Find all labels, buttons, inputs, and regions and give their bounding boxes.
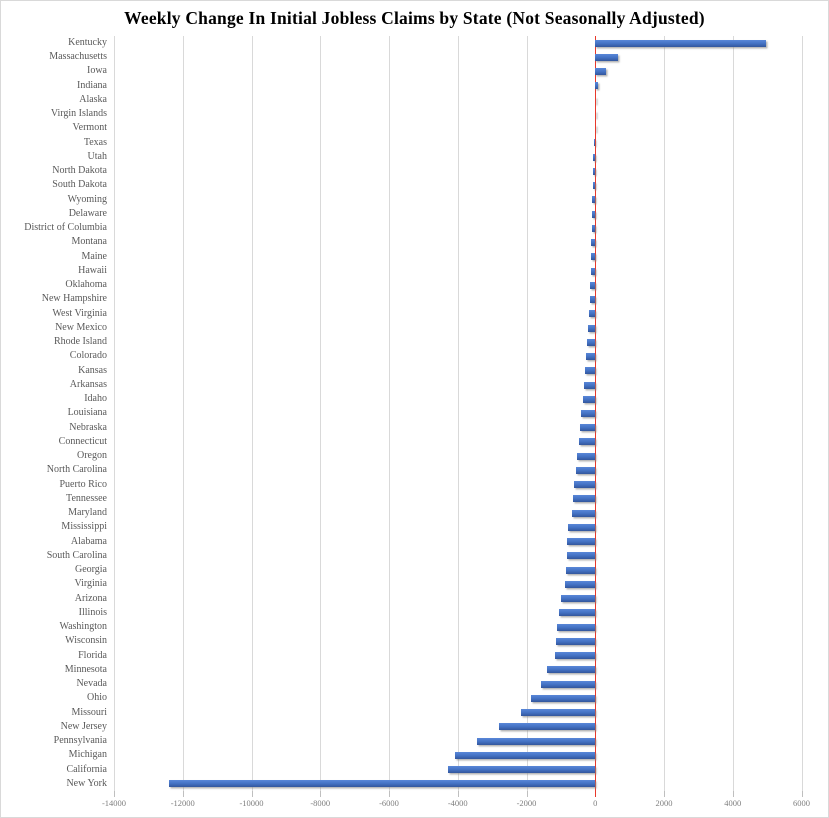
bar (568, 524, 595, 531)
axis-tick (389, 791, 390, 797)
y-axis-label: South Carolina (46, 549, 107, 561)
y-axis-label: Vermont (72, 122, 107, 134)
y-axis-label: Arkansas (69, 378, 107, 390)
axis-tick (114, 791, 115, 797)
plot-area (1, 1, 829, 818)
bar (586, 353, 595, 360)
bar (547, 666, 595, 673)
bar (595, 68, 605, 75)
y-axis-label: Maine (81, 250, 107, 262)
bar (595, 40, 766, 47)
y-axis-label: Rhode Island (53, 336, 107, 348)
bar (574, 481, 595, 488)
y-axis-label: District of Columbia (24, 222, 107, 234)
bar (585, 367, 595, 374)
y-axis-label: Maryland (68, 507, 107, 519)
y-axis-label: Illinois (78, 606, 107, 618)
bar (590, 282, 595, 289)
bar (477, 738, 595, 745)
y-axis-label: Utah (87, 150, 107, 162)
bar (584, 382, 595, 389)
y-axis-label: West Virginia (52, 307, 107, 319)
gridline (320, 36, 321, 791)
y-axis-label: Idaho (84, 393, 107, 405)
bar (595, 54, 617, 61)
y-axis-label: Montana (71, 236, 107, 248)
y-axis-label: Pennsylvania (53, 735, 107, 747)
x-tick-label: -2000 (516, 798, 537, 808)
bar (591, 268, 595, 275)
bar (581, 410, 595, 417)
bar (592, 211, 595, 218)
gridline (252, 36, 253, 791)
bar (595, 125, 596, 132)
bar (588, 325, 595, 332)
chart-title: Weekly Change In Initial Jobless Claims by State (Not Seasonally Adjusted) (124, 8, 705, 28)
y-axis-label: New Hampshire (41, 293, 107, 305)
gridline (114, 36, 115, 791)
bar (566, 567, 595, 574)
x-tick-label: -4000 (447, 798, 468, 808)
axis-tick (527, 791, 528, 797)
y-axis-label: Delaware (68, 207, 107, 219)
y-axis-label: Alabama (70, 535, 107, 547)
bar (555, 652, 596, 659)
x-tick-label: -14000 (101, 798, 127, 808)
y-axis-label: Florida (78, 649, 107, 661)
bar (448, 766, 595, 773)
y-axis-label: North Dakota (52, 165, 107, 177)
bar (565, 581, 595, 588)
gridline (733, 36, 734, 791)
bar (559, 609, 595, 616)
y-axis-label: Texas (83, 136, 107, 148)
y-axis-label: Mississippi (61, 521, 107, 533)
bar (557, 624, 595, 631)
y-axis-label: Colorado (69, 350, 107, 362)
x-tick-label: 2000 (655, 798, 673, 808)
bar (590, 296, 596, 303)
y-axis-label: Virginia (74, 578, 107, 590)
y-axis-label: Hawaii (78, 264, 107, 276)
axis-tick (802, 791, 803, 797)
y-axis-label: Louisiana (67, 407, 107, 419)
axis-tick (458, 791, 459, 797)
bar (583, 396, 596, 403)
y-axis-label: Nebraska (69, 421, 107, 433)
gridline (802, 36, 803, 791)
gridline (183, 36, 184, 791)
bar (593, 154, 595, 161)
y-axis-label: Georgia (74, 564, 107, 576)
y-axis-label: Washington (59, 621, 107, 633)
y-axis-label: North Carolina (46, 464, 107, 476)
y-axis-label: Minnesota (64, 663, 107, 675)
bar (591, 239, 595, 246)
bar (579, 438, 595, 445)
x-tick-label: -10000 (239, 798, 264, 808)
y-axis-label: South Dakota (52, 179, 107, 191)
bar (576, 467, 595, 474)
y-axis-label: New Jersey (60, 720, 107, 732)
bar (567, 538, 595, 545)
y-axis-label: Tennessee (66, 492, 107, 504)
x-tick-label: -6000 (379, 798, 399, 808)
y-axis-label: Arizona (74, 592, 107, 604)
bar (521, 709, 596, 716)
x-tick-label: 6000 (793, 798, 810, 808)
bar (577, 453, 596, 460)
y-axis-label: Michigan (68, 749, 107, 761)
bar (541, 681, 596, 688)
y-axis-label: Wyoming (67, 193, 107, 205)
gridline (664, 36, 665, 791)
y-axis-label: Iowa (87, 65, 107, 77)
x-tick-label: 4000 (724, 798, 742, 808)
y-axis-label: Oregon (77, 450, 107, 462)
y-axis-label: Oklahoma (65, 279, 107, 291)
bar (592, 196, 595, 203)
bar (593, 182, 596, 189)
bar (595, 82, 598, 89)
x-tick-label: -12000 (170, 798, 195, 808)
gridline (527, 36, 528, 791)
bar (573, 495, 595, 502)
y-axis-label: Kansas (78, 364, 107, 376)
y-axis-label: Connecticut (58, 435, 107, 447)
gridline (389, 36, 390, 791)
x-tick-label: -8000 (310, 798, 331, 808)
y-axis-label: Wisconsin (65, 635, 107, 647)
bar (580, 424, 595, 431)
bar (455, 752, 595, 759)
bar (591, 253, 595, 260)
bar (531, 695, 595, 702)
y-axis-label: Ohio (87, 692, 107, 704)
bar (572, 510, 595, 517)
y-axis-label: Kentucky (68, 37, 107, 48)
y-axis-label: Puerto Rico (59, 478, 107, 490)
y-axis-label: Indiana (77, 79, 107, 91)
bar (592, 225, 596, 232)
axis-tick (183, 791, 184, 797)
x-tick-label: 0 (593, 798, 598, 808)
y-axis-label: New York (66, 777, 107, 789)
bar (594, 139, 595, 146)
y-axis-label: New Mexico (55, 321, 107, 333)
bar (499, 723, 595, 730)
bar (556, 638, 595, 645)
axis-tick (320, 791, 321, 797)
y-axis-label: Missouri (71, 706, 107, 718)
y-axis-label: California (66, 763, 107, 775)
y-axis-label: Virgin Islands (50, 108, 107, 120)
y-axis-label: Alaska (79, 93, 107, 105)
axis-tick (664, 791, 665, 797)
bar (593, 168, 595, 175)
bar (587, 339, 595, 346)
y-axis-label: Nevada (76, 678, 107, 690)
bar (561, 595, 595, 602)
axis-tick (733, 791, 734, 797)
bar (589, 310, 595, 317)
y-axis-label: Massachusetts (49, 51, 107, 63)
bar (567, 552, 596, 559)
bar (169, 780, 595, 787)
axis-tick (252, 791, 253, 797)
gridline (458, 36, 459, 791)
